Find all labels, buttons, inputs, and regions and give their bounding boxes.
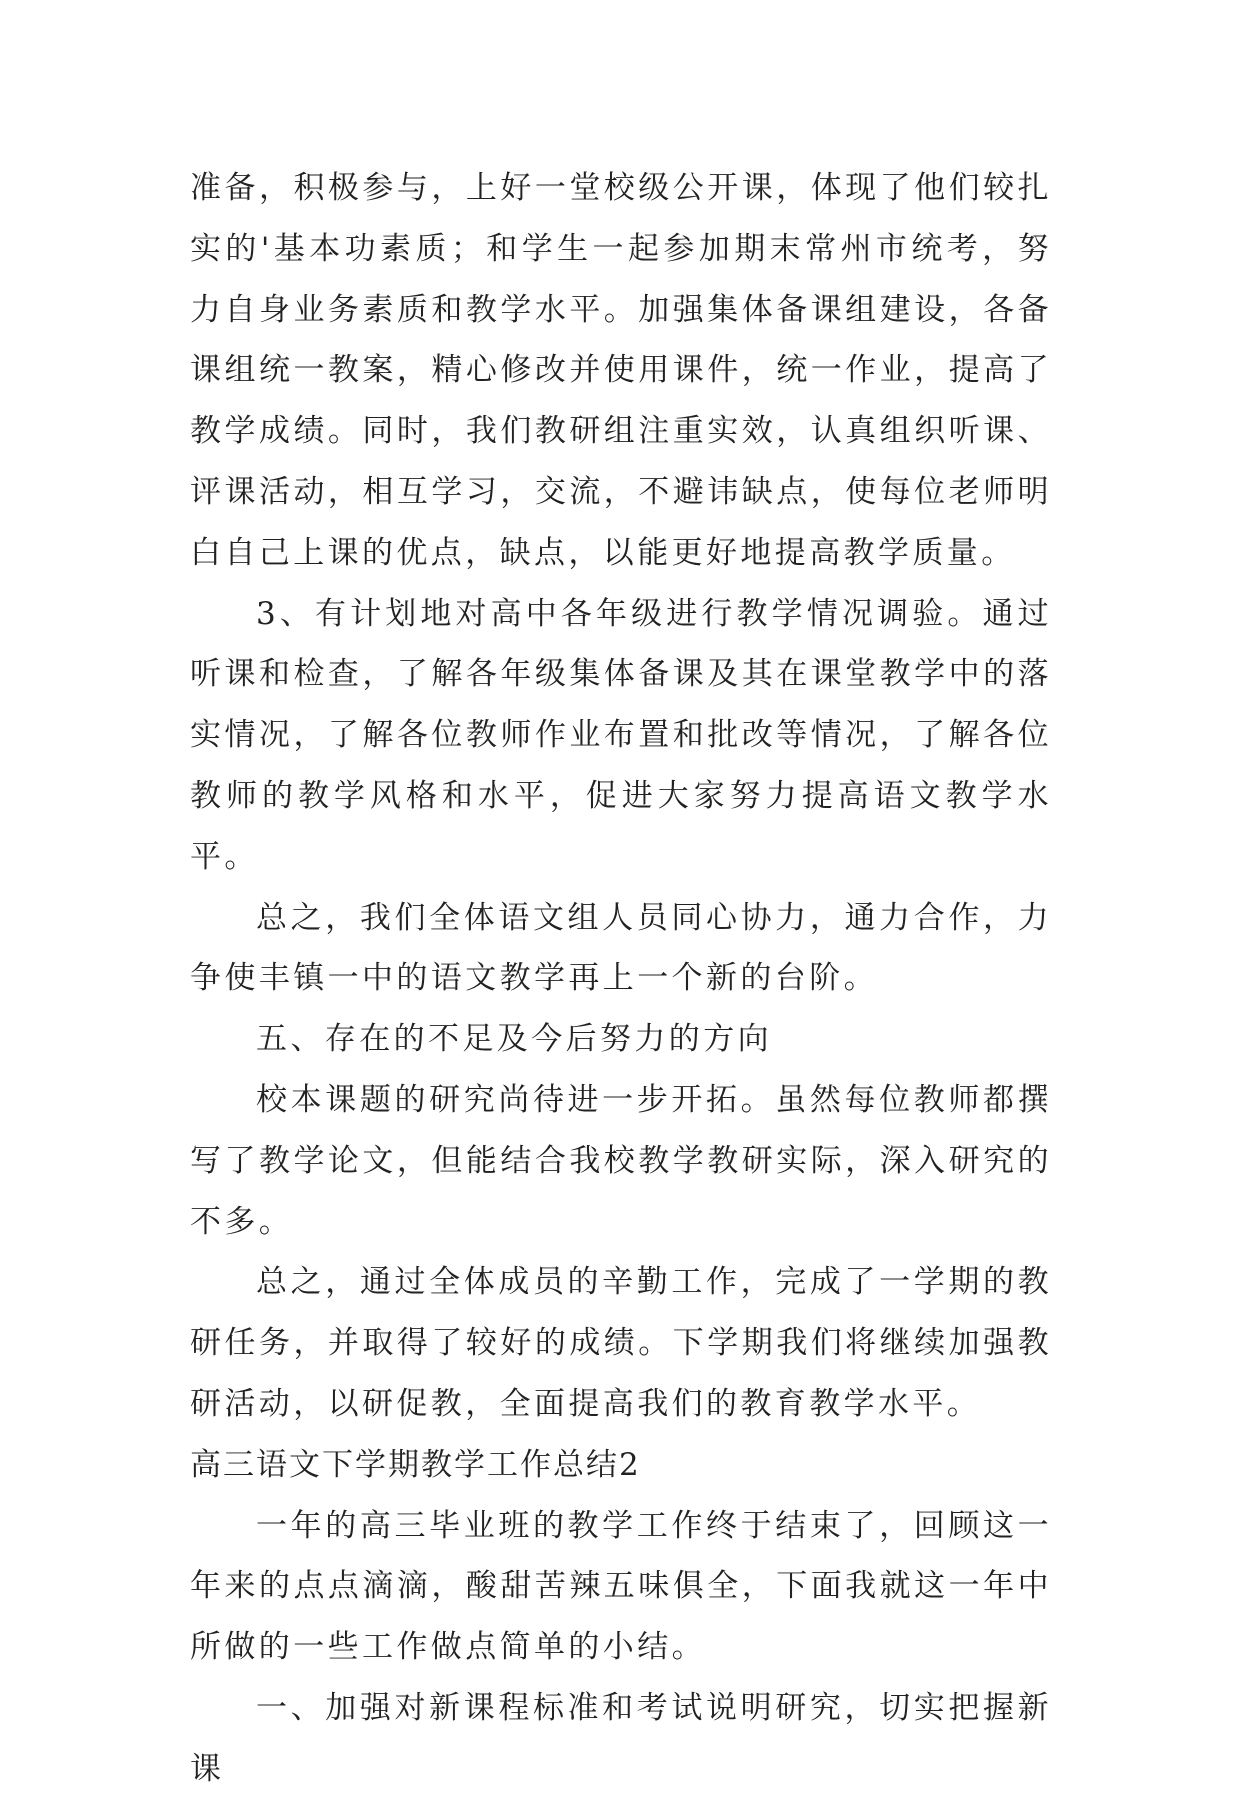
paragraph-intro: 一年的高三毕业班的教学工作终于结束了，回顾这一年来的点点滴滴，酸甜苦辣五味俱全，下面我就这一年中所做的一些工作做点简单的小结。 [190, 1507, 1052, 1666]
paragraph-continued: 准备，积极参与，上好一堂校级公开课，体现了他们较扎实的'基本功素质；和学生一起参加期末常州市统考，努力自身业务素质和教学水平。加强集体备课组建设，各备课组统一教案，精心修改并使用课件，统一作业，提高了教学成绩。同时，我们教研组注重实效，认真组织听课、评课活动，相互学习，交流，不避讳缺点，使每位老师明白自己上课的优点，缺点，以能更好地提高教学质量。 [190, 170, 1052, 571]
paragraph-summary-2: 总之，通过全体成员的辛勤工作，完成了一学期的教研任务，并取得了较好的成绩。下学期我们将继续加强教研活动，以研促教，全面提高我们的教育教学水平。 [190, 1264, 1052, 1422]
section-heading-5: 五、存在的不足及今后努力的方向 [256, 1021, 772, 1058]
section-heading-1: 一、加强对新课程标准和考试说明研究，切实把握新课 [190, 1689, 1052, 1787]
paragraph-research: 校本课题的研究尚待进一步开拓。虽然每位教师都撰写了教学论文，但能结合我校教学教研实际，深入研究的不多。 [190, 1081, 1052, 1240]
document-body [190, 158, 1052, 1800]
paragraph-summary-1: 总之，我们全体语文组人员同心协力，通力合作，力争使丰镇一中的语文教学再上一个新的台阶。 [190, 899, 1052, 997]
document-section-title: 高三语文下学期教学工作总结2 [190, 1446, 641, 1483]
paragraph-item-3: 3、有计划地对高中各年级进行教学情况调验。通过听课和检查，了解各年级集体备课及其在课堂教学中的落实情况，了解各位教师作业布置和批改等情况，了解各位教师的教学风格和水平，促进大家努力提高语文教学水平。 [190, 595, 1052, 875]
